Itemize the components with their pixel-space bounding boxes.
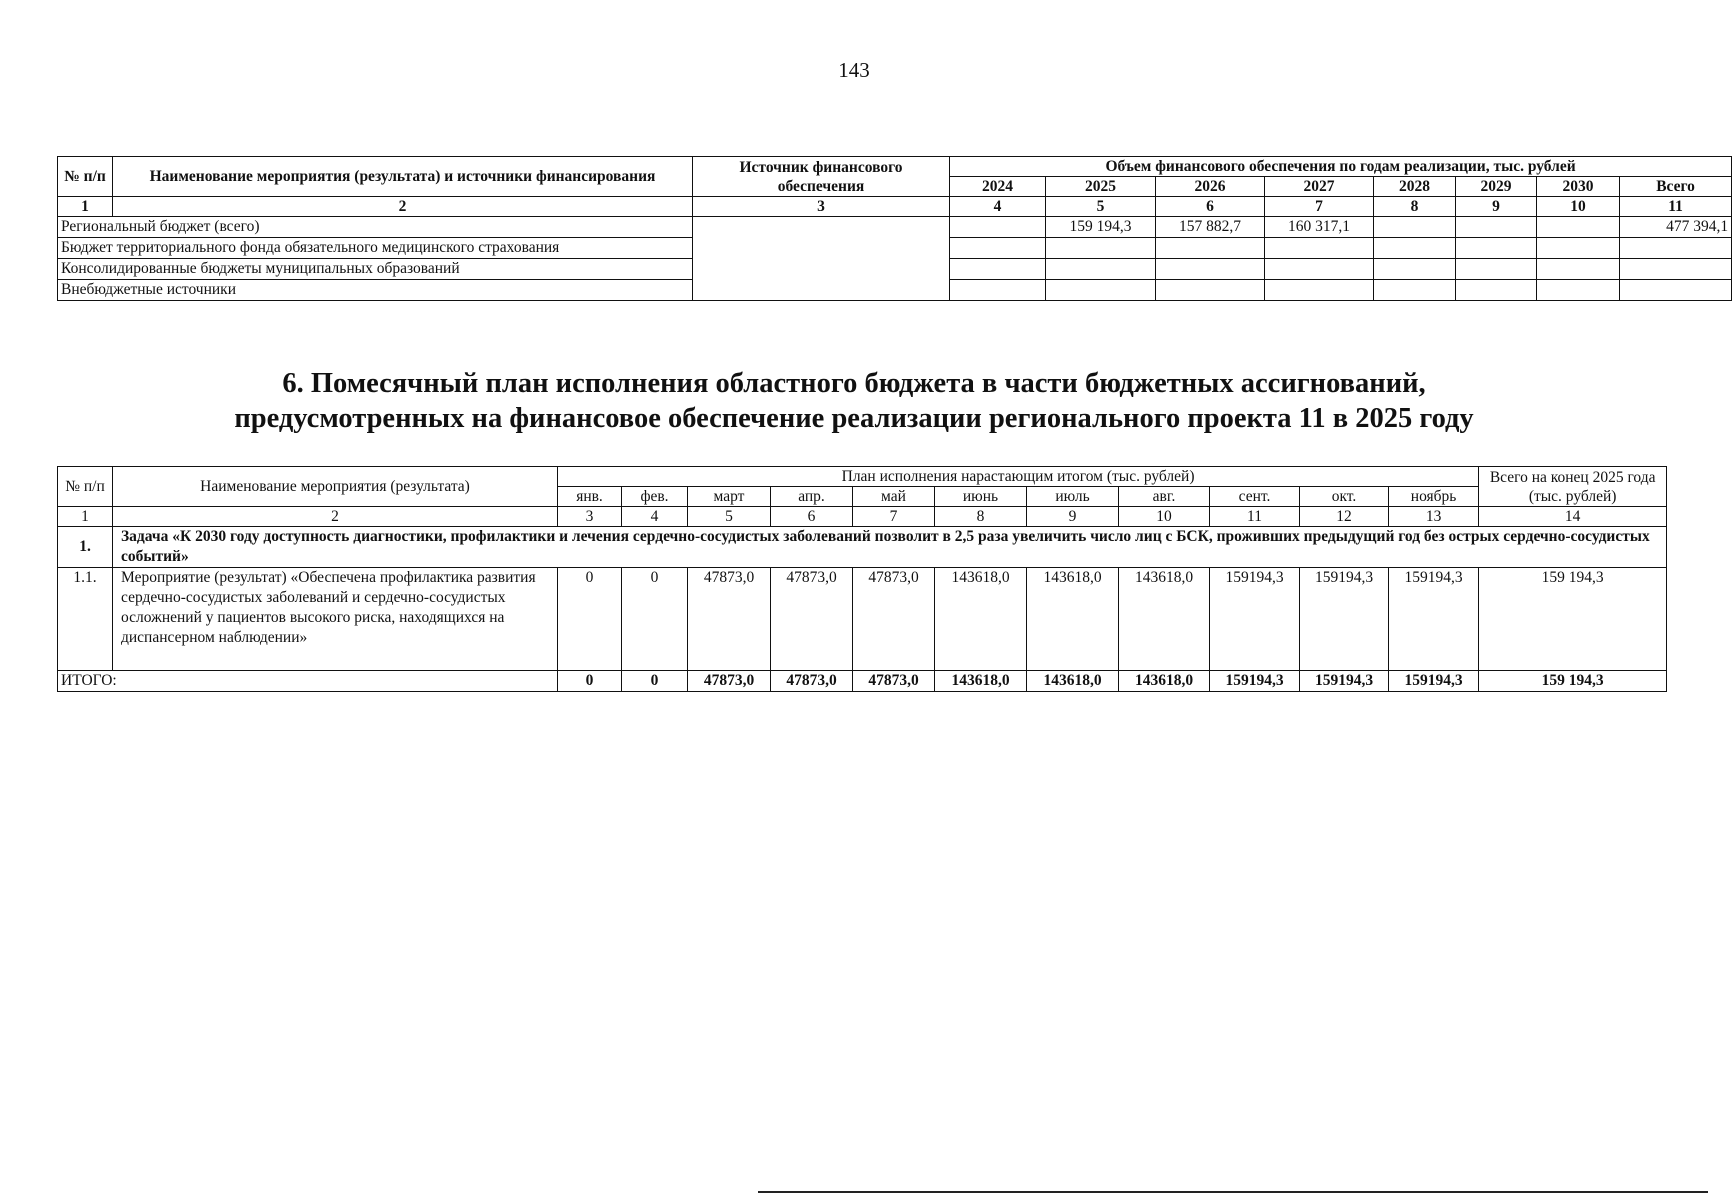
- measure-text: Мероприятие (результат) «Обеспечена профилактика развития сердечно-сосудистых заболеваний и сердечно-сосудистых осложнений у пациентов высокого риска, находящихся на диспансерном наблюдении»: [113, 568, 558, 671]
- total-month-value: 47873,0: [853, 671, 935, 692]
- index-cell: 11: [1210, 507, 1300, 527]
- index-cell: 11: [1620, 197, 1732, 217]
- funding-value: [1374, 259, 1456, 280]
- index-cell: 6: [1156, 197, 1265, 217]
- measure-month-value: 47873,0: [688, 568, 771, 671]
- funding-value: [1156, 280, 1265, 301]
- funding-value: [1537, 217, 1620, 238]
- index-cell: 6: [771, 507, 853, 527]
- index-cell: 10: [1119, 507, 1210, 527]
- index-cell: 4: [622, 507, 688, 527]
- funding-value: [1456, 217, 1537, 238]
- total-month-value: 0: [622, 671, 688, 692]
- funding-value: 160 317,1: [1265, 217, 1374, 238]
- funding-value: [1537, 280, 1620, 301]
- monthly-header-month: янв.: [558, 487, 622, 507]
- funding-value: [950, 238, 1046, 259]
- index-cell: 3: [693, 197, 950, 217]
- funding-header-year: 2028: [1374, 177, 1456, 197]
- total-row: [58, 671, 1667, 692]
- funding-header-year: 2030: [1537, 177, 1620, 197]
- funding-value: [1265, 238, 1374, 259]
- index-cell: 5: [688, 507, 771, 527]
- funding-value: [950, 259, 1046, 280]
- total-month-value: 159194,3: [1210, 671, 1300, 692]
- funding-row-regional: [58, 217, 1732, 238]
- index-cell: 10: [1537, 197, 1620, 217]
- funding-header-year: 2027: [1265, 177, 1374, 197]
- monthly-header-plan: План исполнения нарастающим итогом (тыс. рублей): [558, 467, 1479, 487]
- total-month-value: 47873,0: [688, 671, 771, 692]
- measure-num: 1.1.: [58, 568, 113, 671]
- measure-month-value: 143618,0: [1119, 568, 1210, 671]
- funding-total-value: [1620, 280, 1732, 301]
- funding-row-name: Внебюджетные источники: [58, 280, 693, 301]
- task-row: [58, 527, 1667, 568]
- funding-row-name: Региональный бюджет (всего): [58, 217, 693, 238]
- funding-header-year: 2025: [1046, 177, 1156, 197]
- funding-value: [1265, 280, 1374, 301]
- index-cell: 8: [1374, 197, 1456, 217]
- funding-value: [1456, 280, 1537, 301]
- monthly-header-name: Наименование мероприятия (результата): [113, 467, 558, 507]
- section-title-line: предусмотренных на финансовое обеспечение реализации регионального проекта 11 в 2025 году: [234, 403, 1474, 434]
- total-label: ИТОГО:: [58, 671, 558, 692]
- monthly-header-total: Всего на конец 2025 года (тыс. рублей): [1479, 467, 1667, 507]
- monthly-header-month: май: [853, 487, 935, 507]
- monthly-header-month: окт.: [1300, 487, 1389, 507]
- funding-value: 157 882,7: [1156, 217, 1265, 238]
- index-cell: 5: [1046, 197, 1156, 217]
- monthly-header-month: ноябрь: [1389, 487, 1479, 507]
- measure-month-value: 47873,0: [771, 568, 853, 671]
- funding-header-name: Наименование мероприятия (результата) и источники финансирования: [113, 157, 693, 197]
- total-grand-value: 159 194,3: [1479, 671, 1667, 692]
- monthly-header-month: авг.: [1119, 487, 1210, 507]
- index-cell: 12: [1300, 507, 1389, 527]
- total-month-value: 143618,0: [1027, 671, 1119, 692]
- funding-value: [1156, 259, 1265, 280]
- measure-month-value: 0: [622, 568, 688, 671]
- index-cell: 2: [113, 197, 693, 217]
- index-cell: 13: [1389, 507, 1479, 527]
- funding-value: [950, 280, 1046, 301]
- index-cell: 8: [935, 507, 1027, 527]
- funding-value: [1374, 217, 1456, 238]
- funding-row-name: Консолидированные бюджеты муниципальных образований: [58, 259, 693, 280]
- index-cell: 3: [558, 507, 622, 527]
- total-month-value: 0: [558, 671, 622, 692]
- total-month-value: 47873,0: [771, 671, 853, 692]
- total-month-value: 143618,0: [1119, 671, 1210, 692]
- funding-header-year: 2029: [1456, 177, 1537, 197]
- funding-value: [1374, 238, 1456, 259]
- task-text: Задача «К 2030 году доступность диагностики, профилактики и лечения сердечно-сосудистых заболеваний позволит в 2,5 раза увеличить число лиц с БСК, проживших предыдущий год без острых сердечно-сосудистых событий»: [113, 527, 1667, 568]
- index-cell: 14: [1479, 507, 1667, 527]
- index-cell: 2: [113, 507, 558, 527]
- funding-row-name: Бюджет территориального фонда обязательного медицинского страхования: [58, 238, 693, 259]
- section-title-line: 6. Помесячный план исполнения областного бюджета в части бюджетных ассигнований,: [282, 368, 1426, 399]
- funding-value: [1046, 259, 1156, 280]
- funding-header-source: Источник финансового обеспечения: [693, 157, 950, 197]
- funding-source-cell: [693, 217, 950, 301]
- total-month-value: 159194,3: [1389, 671, 1479, 692]
- monthly-header-month: апр.: [771, 487, 853, 507]
- funding-value: [1046, 238, 1156, 259]
- task-num: 1.: [58, 527, 113, 568]
- monthly-header-month: фев.: [622, 487, 688, 507]
- monthly-index-row: [58, 507, 1667, 527]
- funding-value: 159 194,3: [1046, 217, 1156, 238]
- section-heading: [0, 366, 1708, 436]
- measure-month-value: 159194,3: [1300, 568, 1389, 671]
- monthly-header-month: сент.: [1210, 487, 1300, 507]
- index-cell: 4: [950, 197, 1046, 217]
- total-month-value: 159194,3: [1300, 671, 1389, 692]
- funding-total-value: 477 394,1: [1620, 217, 1732, 238]
- funding-total-value: [1620, 238, 1732, 259]
- measure-month-value: 159194,3: [1389, 568, 1479, 671]
- monthly-header-month: июнь: [935, 487, 1027, 507]
- funding-header-total: Всего: [1620, 177, 1732, 197]
- monthly-header-month: июль: [1027, 487, 1119, 507]
- funding-value: [1046, 280, 1156, 301]
- funding-header-num: № п/п: [58, 157, 113, 197]
- funding-header-year: 2026: [1156, 177, 1265, 197]
- measure-month-value: 47873,0: [853, 568, 935, 671]
- funding-value: [1456, 259, 1537, 280]
- measure-row: [58, 568, 1667, 671]
- index-cell: 1: [58, 507, 113, 527]
- funding-header-volume: Объем финансового обеспечения по годам реализации, тыс. рублей: [950, 157, 1732, 177]
- funding-value: [1265, 259, 1374, 280]
- index-cell: 7: [1265, 197, 1374, 217]
- monthly-header-num: № п/п: [58, 467, 113, 507]
- funding-header-year: 2024: [950, 177, 1046, 197]
- page-number: 143: [838, 58, 870, 82]
- funding-value: [1537, 238, 1620, 259]
- funding-index-row: [58, 197, 1732, 217]
- funding-value: [1537, 259, 1620, 280]
- measure-month-value: 0: [558, 568, 622, 671]
- funding-total-value: [1620, 259, 1732, 280]
- funding-table: [57, 156, 1732, 301]
- funding-value: [1456, 238, 1537, 259]
- measure-total-value: 159 194,3: [1479, 568, 1667, 671]
- funding-value: [1374, 280, 1456, 301]
- scan-artifact-line: [758, 1191, 1708, 1193]
- measure-month-value: 143618,0: [935, 568, 1027, 671]
- funding-value: [950, 217, 1046, 238]
- index-cell: 9: [1027, 507, 1119, 527]
- funding-value: [1156, 238, 1265, 259]
- measure-month-value: 159194,3: [1210, 568, 1300, 671]
- monthly-plan-table: [57, 466, 1667, 692]
- monthly-header-month: март: [688, 487, 771, 507]
- index-cell: 9: [1456, 197, 1537, 217]
- measure-month-value: 143618,0: [1027, 568, 1119, 671]
- index-cell: 1: [58, 197, 113, 217]
- index-cell: 7: [853, 507, 935, 527]
- total-month-value: 143618,0: [935, 671, 1027, 692]
